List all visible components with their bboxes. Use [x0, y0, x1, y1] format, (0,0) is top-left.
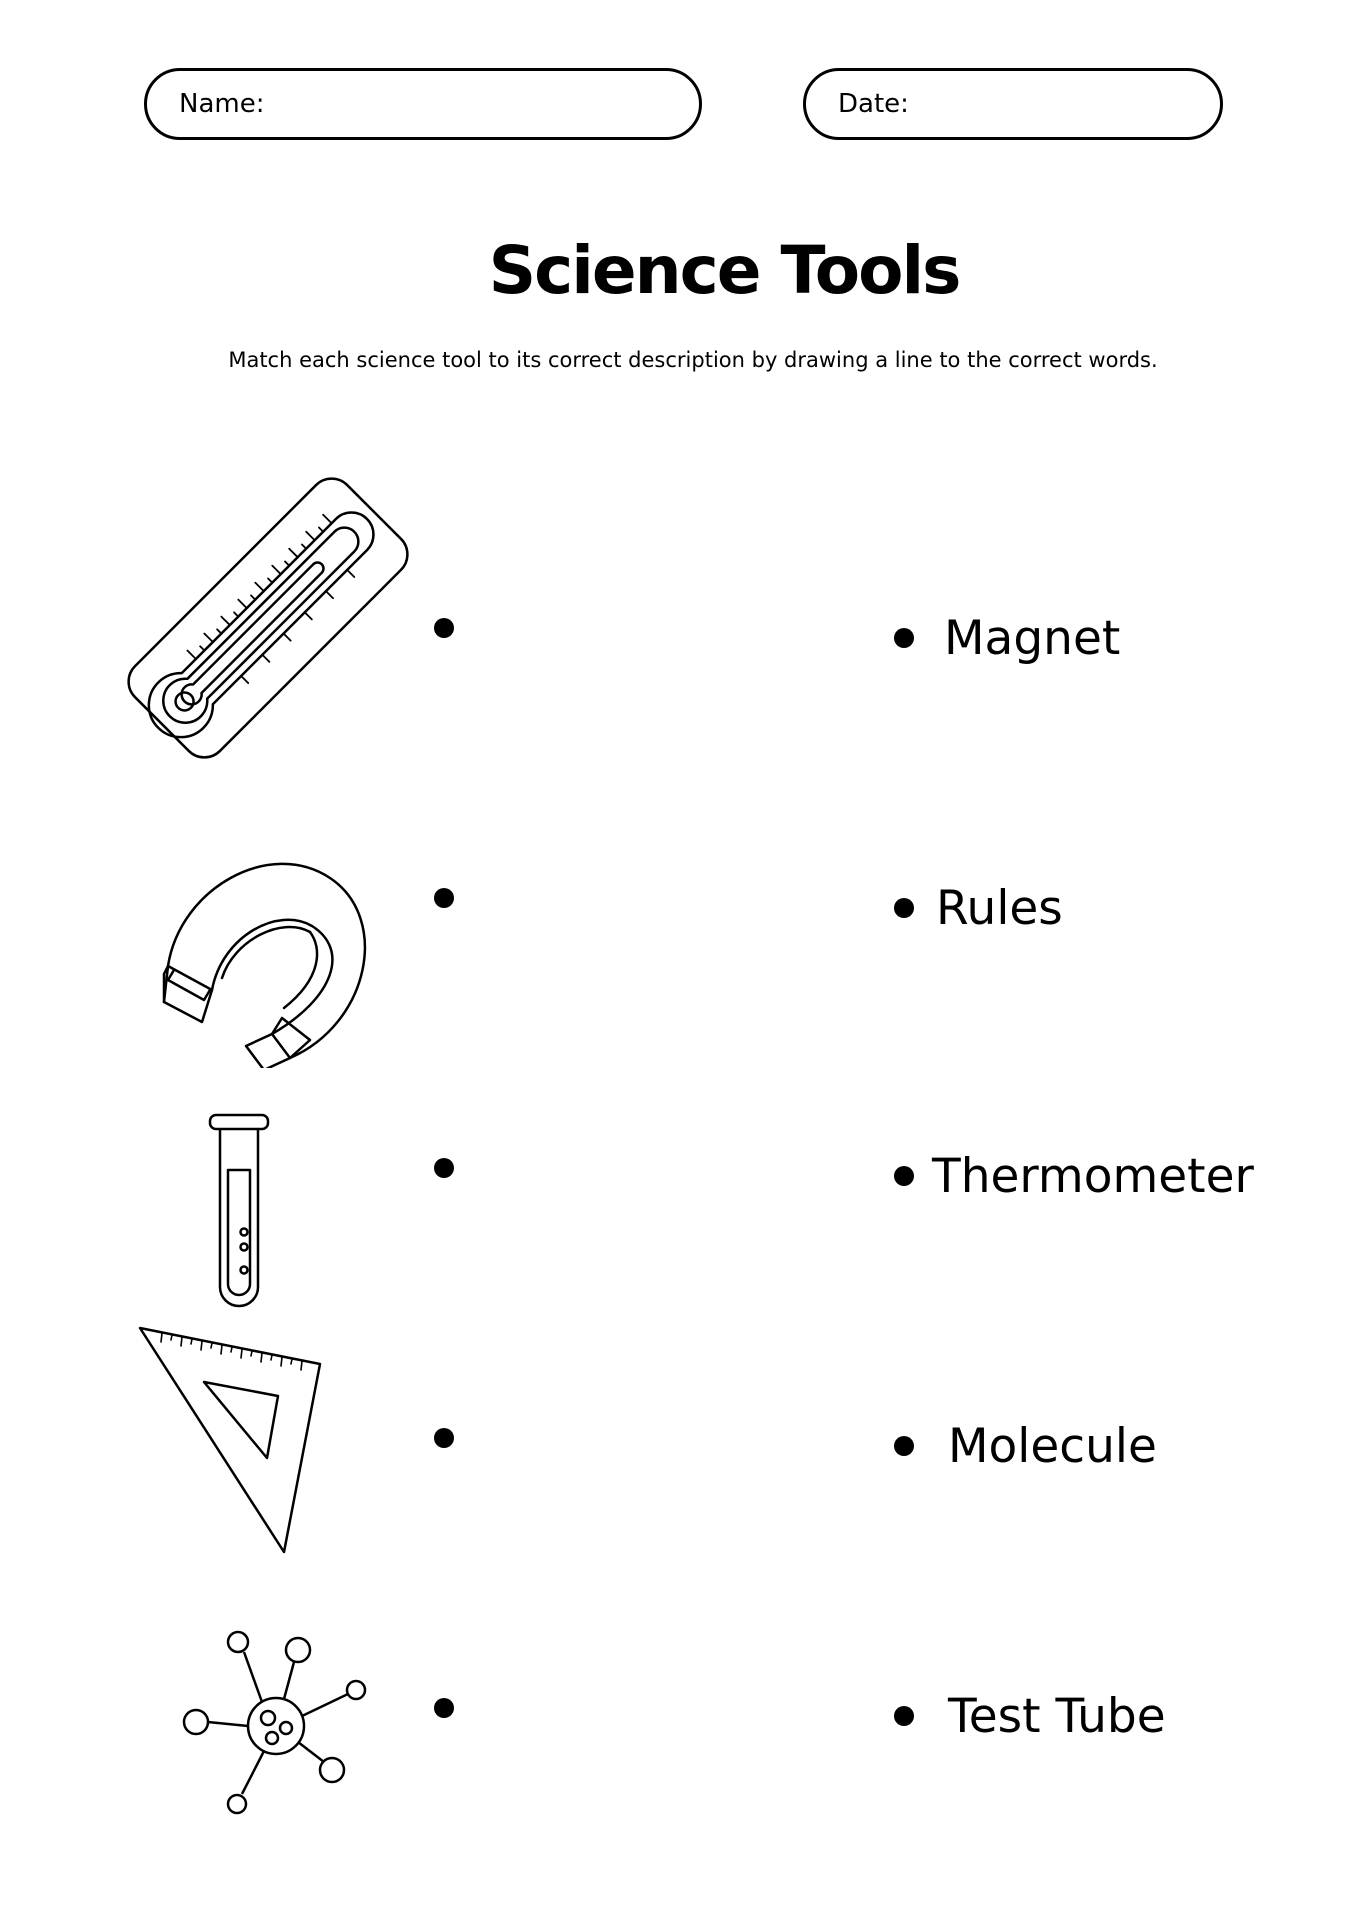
answer-word: Molecule [948, 1418, 1157, 1474]
tool-dot[interactable] [434, 888, 454, 908]
tool-dot[interactable] [434, 1698, 454, 1718]
instructions-text: Match each science tool to its correct description by drawing a line to the correct words. [228, 348, 1158, 372]
answer-word: Thermometer [932, 1148, 1254, 1204]
molecule-icon [180, 1630, 370, 1816]
answer-dot[interactable] [894, 1166, 914, 1186]
ruler-icon [136, 1324, 324, 1556]
answer-dot[interactable] [894, 628, 914, 648]
answer-word: Test Tube [948, 1688, 1166, 1744]
tool-dot[interactable] [434, 618, 454, 638]
answer-dot[interactable] [894, 1436, 914, 1456]
answer-dot[interactable] [894, 1706, 914, 1726]
answer-dot[interactable] [894, 898, 914, 918]
answer-molecule[interactable] [894, 1416, 1157, 1476]
answer-test-tube[interactable] [894, 1686, 1166, 1746]
test-tube-icon [204, 1112, 274, 1312]
answer-word: Magnet [944, 610, 1121, 666]
name-label: Name: [179, 89, 265, 119]
date-field[interactable] [803, 68, 1223, 140]
name-field[interactable] [144, 68, 702, 140]
page-title: Science Tools [488, 232, 960, 309]
thermometer-icon [118, 462, 418, 774]
tool-dot[interactable] [434, 1158, 454, 1178]
magnet-icon [160, 848, 378, 1068]
answer-word: Rules [936, 880, 1063, 936]
tool-dot[interactable] [434, 1428, 454, 1448]
answer-magnet[interactable] [894, 608, 1120, 668]
date-label: Date: [838, 89, 909, 119]
answer-rules[interactable] [894, 878, 1063, 938]
answer-thermometer[interactable] [894, 1146, 1254, 1206]
